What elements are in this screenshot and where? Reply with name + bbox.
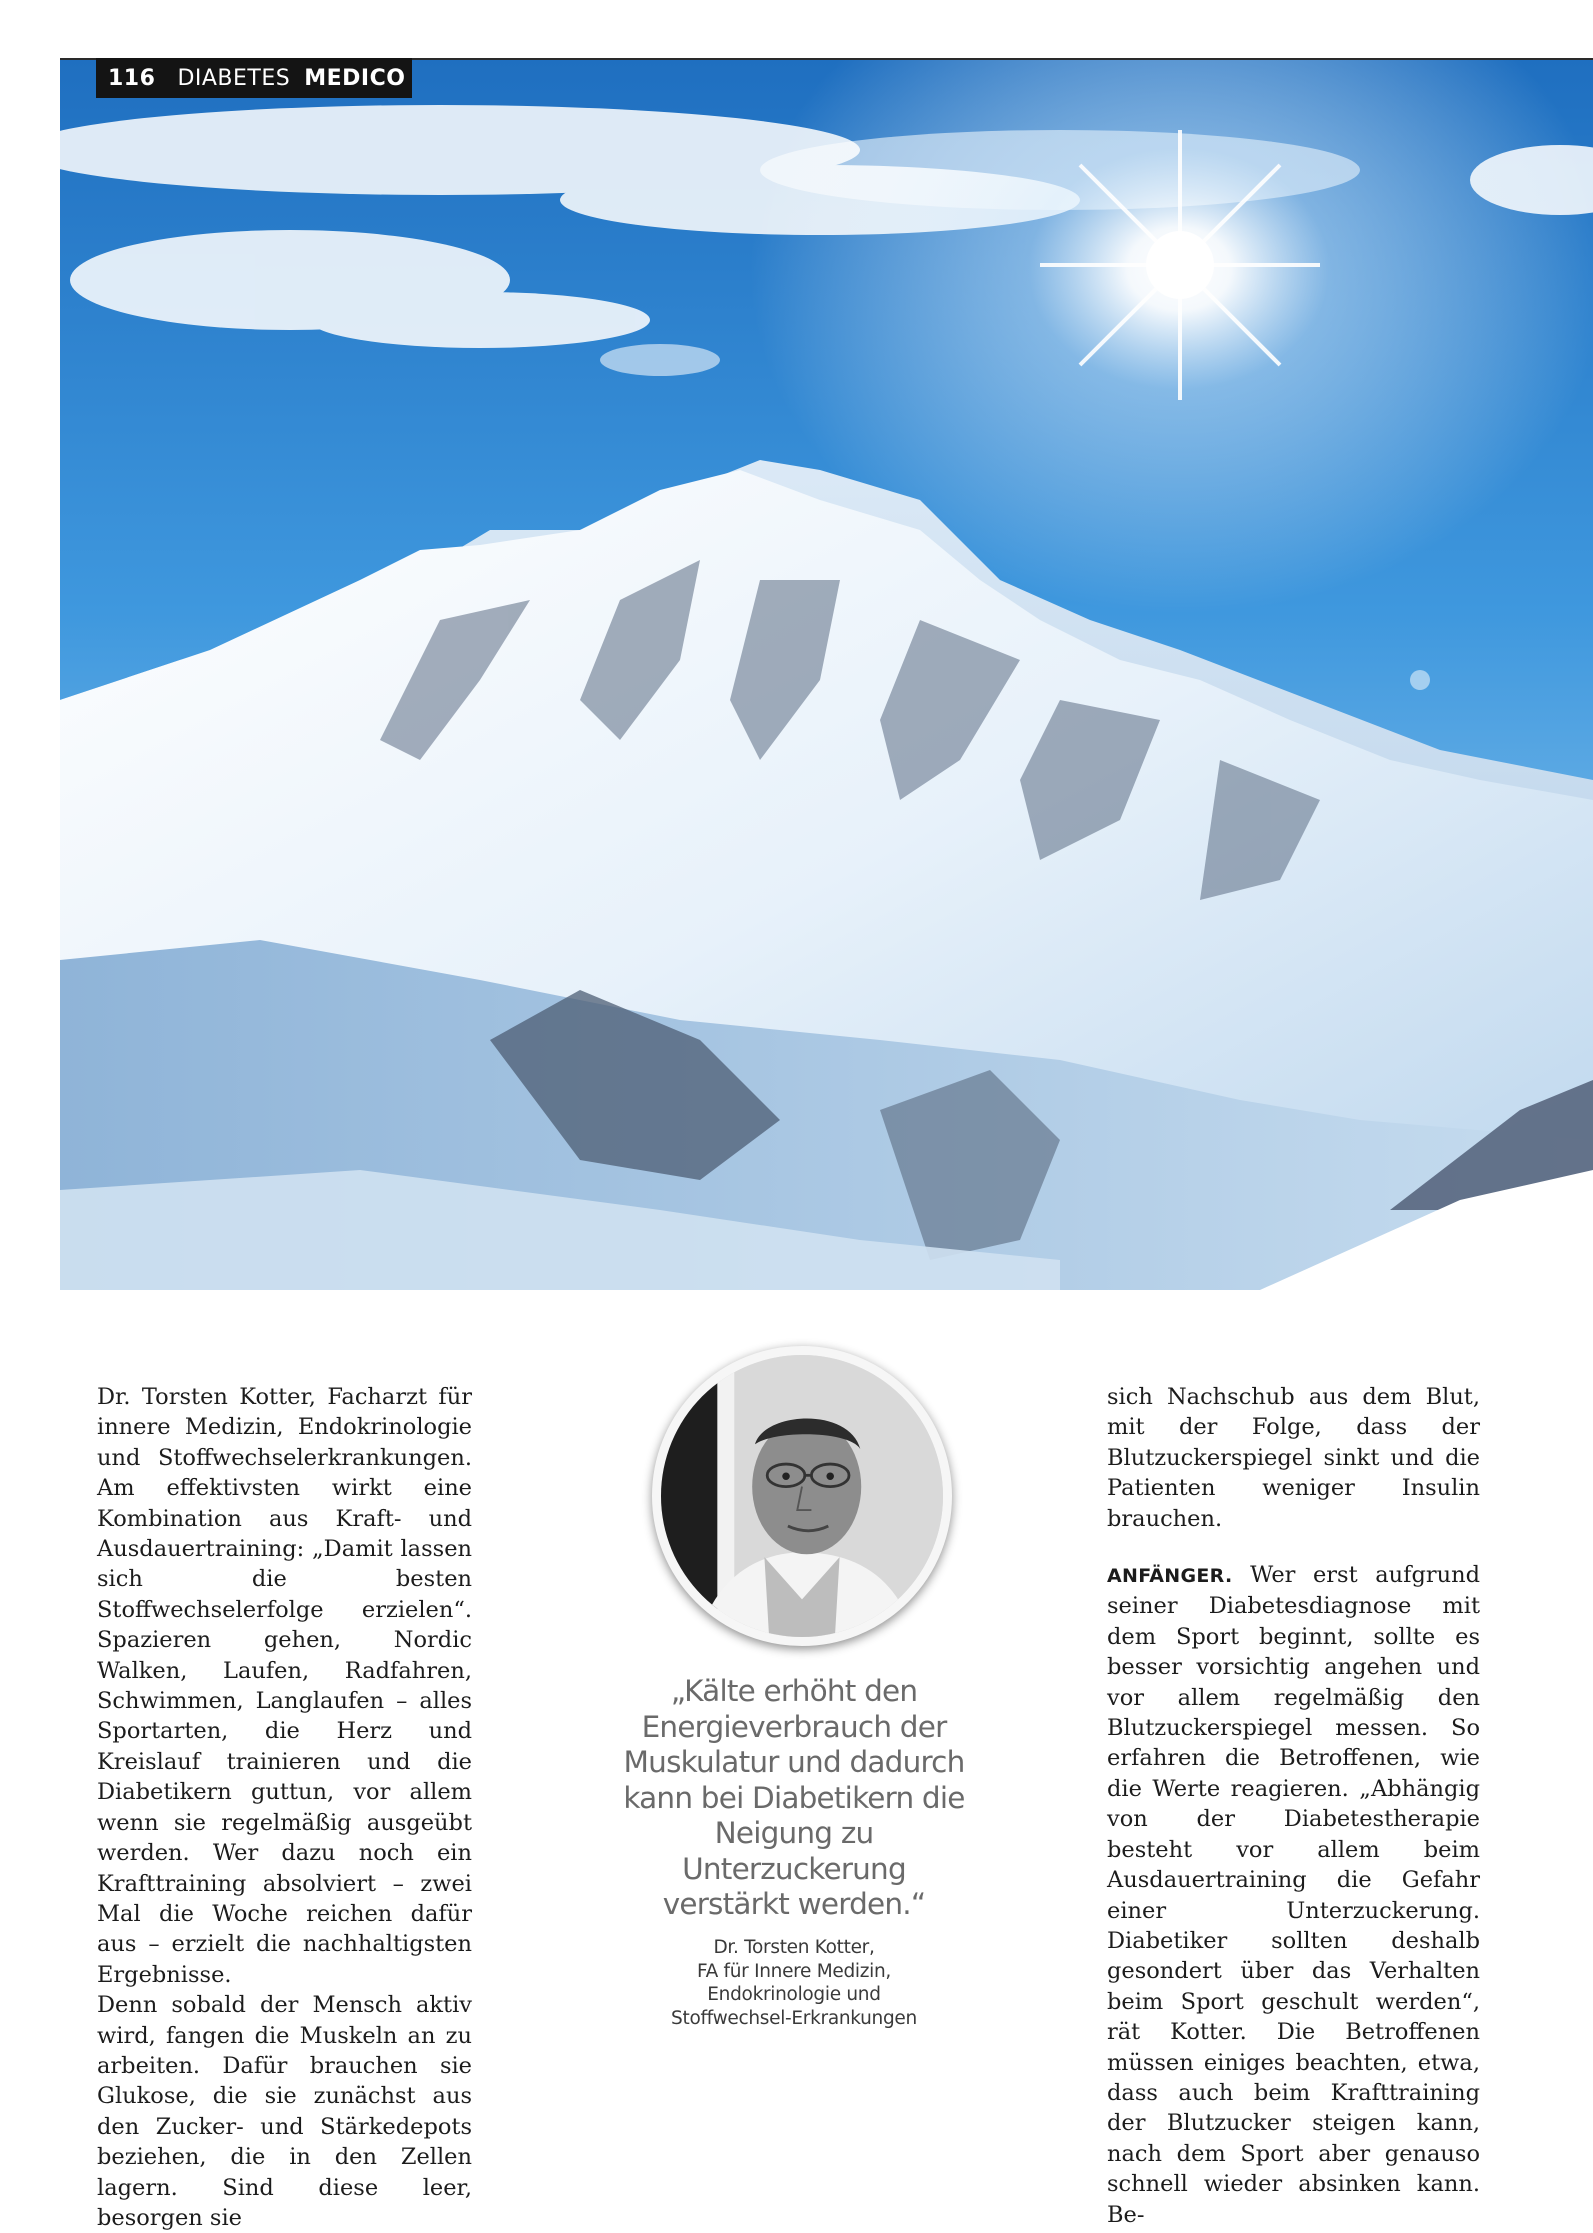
header-tag (96, 58, 412, 98)
hero-photo-snow-mountain (60, 60, 1593, 1290)
page-number: 116 (108, 65, 156, 91)
section-label: DIABETES (177, 65, 291, 91)
body-paragraph: sich Nachschub aus dem Blut, mit der Folge, dass der Blutzuckerspiegel sinkt und die Patienten weniger Insulin brauchen. (1107, 1384, 1480, 1532)
subheading-lead: ANFÄNGER. (1107, 1565, 1233, 1588)
body-paragraph: Denn sobald der Mensch aktiv wird, fangen die Muskeln an zu arbeiten. Dafür brauchen sie Glukose, die sie zunächst aus den Zucker- und Stärkedepots beziehen, die in den Zellen lagern. Sind diese leer, besorgen sie (97, 1992, 472, 2231)
author-title: Endokrinologie und (707, 1984, 881, 2005)
article-column-right (1107, 1382, 1480, 2230)
paragraph-gap (1107, 1534, 1480, 1560)
author-title: Stoffwechsel-Erkrankungen (671, 2007, 917, 2029)
pull-quote: „Kälte erhöht den Energieverbrauch der Muskulatur und dadurch kann bei Diabetikern die Neigung zu Unterzuckerung verstärkt werden.“ (623, 1674, 965, 1921)
body-paragraph: Dr. Torsten Kotter, Facharzt für innere Medizin, Endokrinologie und Stoffwechselerkrankungen. Am effektivsten wirkt eine Kombination aus Kraft- und Ausdauertraining: „Damit lassen sich die besten Stoffwechselerfolge erzielen“. Spazieren gehen, Nordic Walken, Laufen, Radfahren, Schwimmen, Langlaufen – alles Sportarten, die Herz und Kreislauf trainieren und die Diabetikern guttun, vor allem wenn sie regelmäßig ausgeübt werden. Wer dazu noch ein Krafttraining absolviert – zwei Mal die Woche reichen dafür aus – erzielt die nachhaltigsten Ergebnisse. (97, 1384, 472, 1988)
article-column-left (97, 1382, 472, 2233)
author-title: FA für Innere Medizin, (696, 1960, 892, 1982)
pull-quote-author (618, 1936, 970, 2030)
body-paragraph (1107, 1560, 1480, 2230)
magazine-name: MEDICO (304, 65, 406, 91)
body-text: Wer erst aufgrund seiner Diabetesdiagnose mit dem Sport beginnt, sollte es besser vorsichtig angehen und vor allem regelmäßig den Blutzuckerspiegel messen. So erfahren die Betroffenen, wie die Werte reagieren. „Abhängig von der Diabetestherapie besteht vor allem beim Ausdauertraining die Gefahr einer Unterzuckerung. Diabetiker sollten deshalb gesondert über das Verhalten beim Sport geschult werden“, rät Kotter. Die Betroffenen müssen einiges beachten, etwa, dass auch beim Krafttraining der Blutzucker steigen kann, nach dem Sport aber genauso schnell wieder absinken kann. Be- (1107, 1562, 1480, 2228)
author-portrait (652, 1346, 952, 1646)
author-name: Dr. Torsten Kotter, (713, 1937, 875, 1958)
